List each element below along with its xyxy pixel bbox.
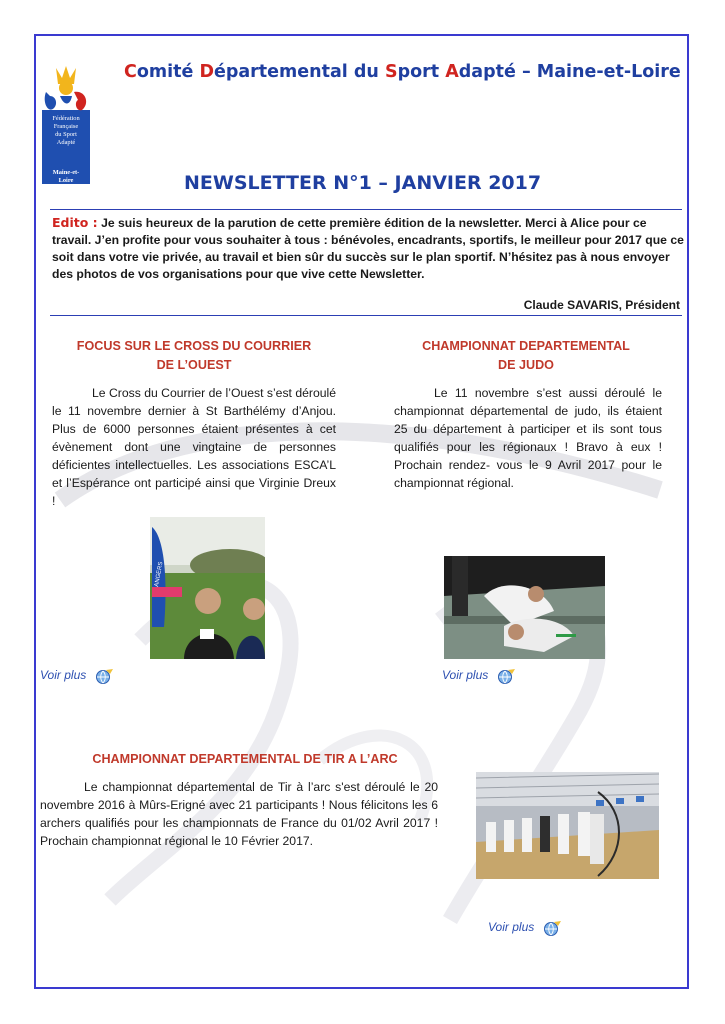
- judo-voir-plus-link[interactable]: [442, 668, 516, 684]
- cross-text: Le Cross du Courrier de l’Ouest s’est déroulé le 11 novembre dernier à St Barthélémy d’Anjou. Plus de 6000 personnes étaient présentes à cet évènement dont une vingtaine de personnes déficientes intellectuelles. Les associations ESCA’L et l’Espérance ont participé ainsi que Virginie Dreux !: [52, 386, 336, 508]
- divider-bottom: [50, 315, 682, 316]
- cross-title-line1: FOCUS SUR LE CROSS DU COURRIER: [76, 339, 312, 353]
- edito-signature: Claude SAVARIS, Président: [523, 298, 680, 312]
- archery-photo: [476, 772, 659, 879]
- judo-photo: [444, 556, 605, 659]
- title-part: épartemental du: [213, 62, 385, 82]
- logo-text-1: Fédération: [52, 115, 80, 122]
- newsletter-heading: NEWSLETTER N°1 – JANVIER 2017: [184, 172, 542, 194]
- title-part: C: [124, 62, 137, 82]
- logo-text-3: du Sport: [55, 131, 77, 138]
- title-part: omité: [136, 62, 200, 82]
- judo-text: Le 11 novembre s’est aussi déroulé le championnat départemental de judo, ils étaient 25 du département à participer et ils sont tous qualifiés pour les régionaux ! Bravo à eux ! Prochain rendez- vous le 9 Avril 2017 pour le championnat régional.: [394, 386, 662, 490]
- judo-voir-plus-label[interactable]: Voir plus: [442, 668, 489, 683]
- cross-title: [48, 337, 340, 375]
- globe-icon[interactable]: [496, 668, 516, 684]
- archery-voir-plus-label[interactable]: Voir plus: [488, 920, 535, 935]
- edito-label: Edito :: [52, 215, 98, 230]
- ffsa-logo: [40, 62, 92, 184]
- cross-voir-plus-link[interactable]: [40, 668, 114, 684]
- globe-icon[interactable]: [94, 668, 114, 684]
- page-title: [124, 62, 684, 82]
- title-part: A: [445, 62, 459, 82]
- judo-title-line1: CHAMPIONNAT DEPARTEMENTAL: [422, 339, 630, 353]
- cross-title-line2: DE L’OUEST: [156, 358, 232, 372]
- cross-photo: [150, 517, 265, 659]
- title-part: D: [199, 62, 214, 82]
- title-part: port: [397, 62, 446, 82]
- archery-text: Le championnat départemental de Tir à l’arc s'est déroulé le 20 novembre 2016 à Mûrs-Erigné avec 21 participants ! Nous félicitons les 6 archers qualifiés pour les championnats de France du 01/02 Avril 2017 ! Prochain championnat régional le 10 Février 2017.: [40, 780, 438, 848]
- logo-text-6: Loire: [58, 177, 74, 184]
- archery-voir-plus-link[interactable]: [488, 920, 562, 936]
- divider-top: [50, 209, 682, 210]
- title-part: dapté – Maine-et-Loire: [458, 62, 681, 82]
- logo-text-4: Adapté: [56, 139, 76, 146]
- edito-text: Je suis heureux de la parution de cette première édition de la newsletter. Merci à Alice pour ce travail. J’en profite pour vous souhaiter à tous : bénévoles, encadrants, sportifs, le meilleur pour 2017 que ce soit dans votre vie privée, au travail et bien sûr du succès sur le plan sportif. N’hésitez pas à nous envoyer des photos de vos organisations pour que vive cette Newsletter.: [52, 216, 684, 281]
- judo-title-line2: DE JUDO: [498, 358, 554, 372]
- judo-title: [384, 337, 668, 375]
- title-part: S: [384, 62, 398, 82]
- globe-icon[interactable]: [542, 920, 562, 936]
- edito-block: [52, 214, 684, 283]
- cross-voir-plus-label[interactable]: Voir plus: [40, 668, 87, 683]
- archery-title: CHAMPIONNAT DEPARTEMENTAL DE TIR A L’ARC: [92, 752, 398, 766]
- banner-text: ANGERS: [154, 561, 165, 588]
- logo-text-2: Française: [53, 123, 79, 130]
- logo-text-5: Maine-et-: [52, 169, 80, 176]
